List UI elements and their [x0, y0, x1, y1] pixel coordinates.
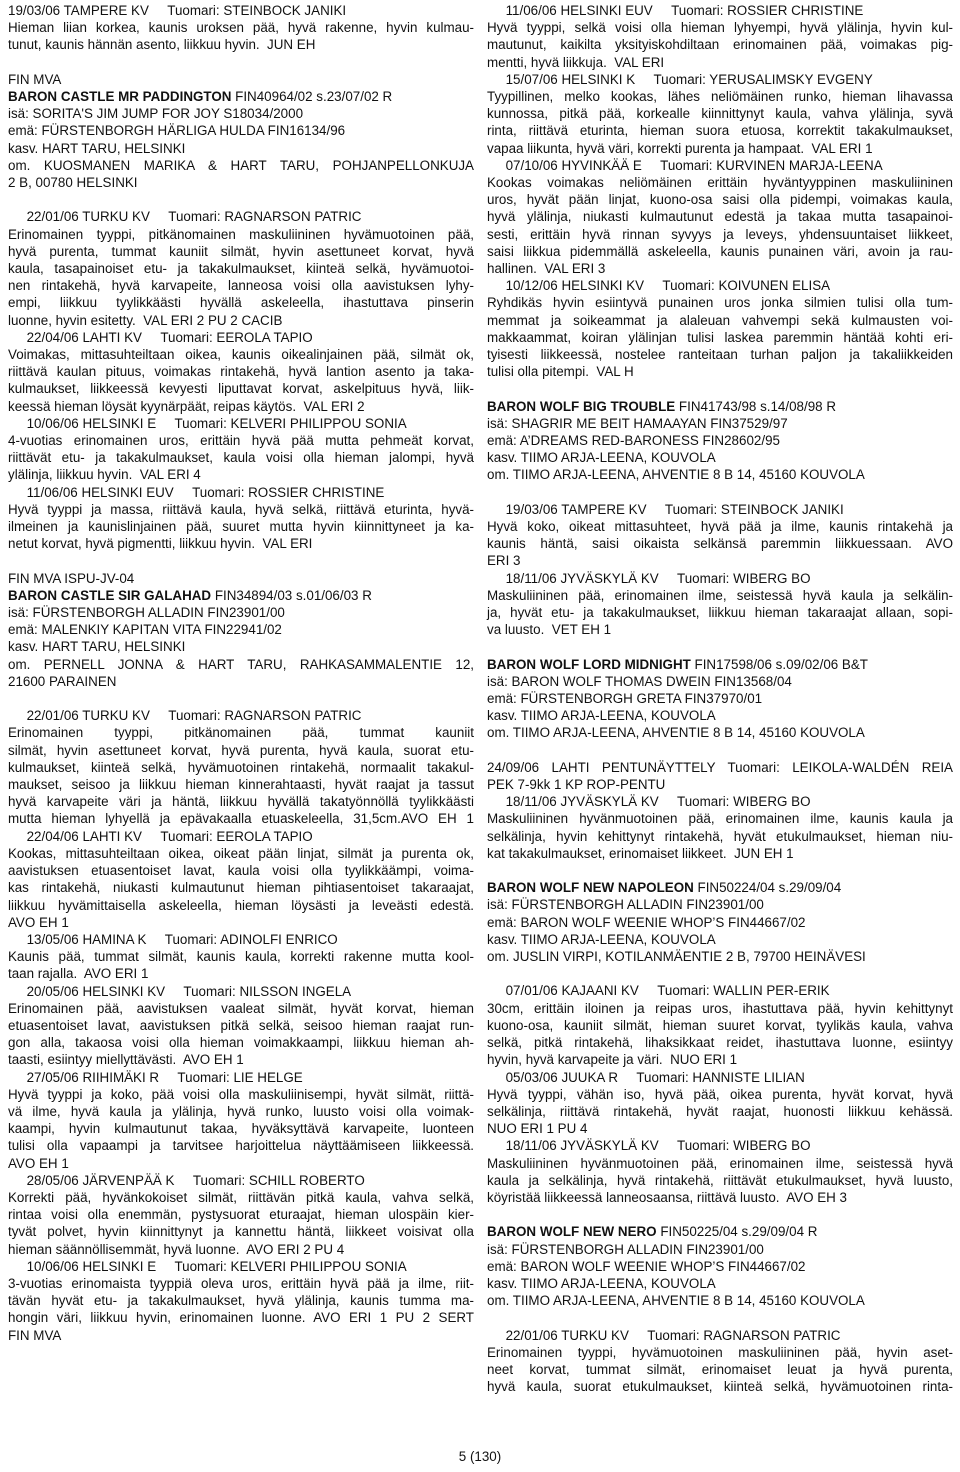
dog-name: BARON WOLF NEW NAPOLEON — [487, 880, 694, 896]
text-line: silmät, hyvin asettuneet korvat, hyvä purenta, hyvä kaula, suorat etu- — [8, 742, 474, 758]
dog-name: BARON CASTLE MR PADDINGTON — [8, 89, 232, 104]
text-line: FIN MVA — [8, 1327, 62, 1343]
paragraph-gap — [8, 54, 474, 71]
left-column — [8, 2, 474, 1344]
text-line: köyristää liikkeessä lanneosaansa, riittävä luusto. AVO EH 3 — [487, 1189, 847, 1205]
text-line: nen rintakehä, hyvä karvapeite, lanneosa voisi olla aavistuksen lyhy- — [8, 278, 474, 294]
text-line: tävän hyvät etu- ja takakulmaukset, hyvä ylälinja, kaunis tumma ma- — [8, 1293, 474, 1309]
text-line: ylälinja, liikkuu hyvin. VAL ERI 4 — [8, 467, 201, 483]
text-line: Kookas, mittasuhteiltaan oikea, oikeat pään linjat, silmät ja purenta ok, — [8, 845, 474, 861]
text-line: isä: BARON WOLF THOMAS DWEIN FIN13568/04 — [487, 673, 792, 689]
text-line: keessä hieman löysät kyynärpäät, reipas käytös. VAL ERI 2 — [8, 398, 365, 414]
registration-info: FIN17598/06 s.09/02/06 B&T — [690, 656, 868, 672]
paragraph-gap — [487, 965, 953, 982]
text-line: 2 B, 00780 HELSINKI — [8, 175, 138, 191]
text-line: kasv. HART TARU, HELSINKI — [8, 639, 186, 655]
text-line: hallinen. VAL ERI 3 — [487, 261, 606, 277]
dog-name-line — [487, 656, 953, 673]
text-line: Hyvä koko, oikeat mittasuhteet, hyvä pää ja ilme, kaunis rintakehä ja — [487, 519, 953, 535]
text-line: rintaa voisi olla enemmän, pystysuorat eturaajat, hieman ulospäin kier- — [8, 1207, 474, 1223]
text-line: Erinomainen tyyppi, pitkänomainen maskuliininen hyvämuotoinen pää, — [8, 226, 474, 242]
text-line: kaunis häntä, saisi oikaista selkänsä paremmin liikkuessaan. AVO — [487, 536, 953, 552]
text-line: 15/07/06 HELSINKI K Tuomari: YERUSALIMSKY EVGENY — [487, 71, 873, 87]
text-line: aavistuksen etuasentoiset lavat, kaula voisi olla tyylikkäämpi, voima- — [8, 863, 474, 879]
text-line: 24/09/06 LAHTI PENTUNÄYTTELY Tuomari: LEIKOLA-WALDÉN REIA — [487, 759, 953, 775]
paragraph-gap — [8, 552, 474, 569]
text-line: 10/12/06 HELSINKI KV Tuomari: KOIVUNEN ELISA — [487, 278, 831, 294]
text-line: 3-vuotias erinomaista tyyppiä oleva uros, erittäin hyvä pää ja ilme, riit- — [8, 1275, 474, 1291]
text-line: rinta, riittävä eturinta, hieman suora etuosa, korrektit takakulmaukset, — [487, 123, 953, 139]
text-line: 11/06/06 HELSINKI EUV Tuomari: ROSSIER CHRISTINE — [487, 3, 864, 18]
text-line: 22/01/06 TURKU KV Tuomari: RAGNARSON PATRIC — [8, 209, 362, 225]
text-line: sesti, erittäin hyvä rinnan syvyys ja leveys, yhdensuuntaiset liikkeet, — [487, 226, 953, 242]
text-line: FIN MVA — [8, 71, 62, 87]
paragraph-gap — [487, 742, 953, 759]
text-line: om. JUSLIN VIRPI, KOTILANMÄENTIE 2 B, 79700 HEINÄVESI — [487, 949, 866, 965]
text-line: kulmaukset, kiinteä selkä, hyvämuotoinen rintakehä, normaalit takakul- — [8, 759, 474, 775]
text-line: 11/06/06 HELSINKI EUV Tuomari: ROSSIER CHRISTINE — [8, 484, 385, 500]
text-line: tyisesti liikkeessä, nostelee ranteitaan turhan paljon ja takaliikkeiden — [487, 347, 953, 363]
dog-name: BARON CASTLE SIR GALAHAD — [8, 587, 212, 603]
text-line: ilmeinen ja kaunislinjainen pää, suuret mutta hyvin kiinnittyneet ja ka- — [8, 519, 474, 535]
text-line: Kookas voimakas neliömäinen erittäin hyväntyyppinen maskuliininen — [487, 175, 953, 191]
text-line: Kaunis pää, tummat silmät, kaunis kaula, korrekti rakenne mutta kool- — [8, 949, 474, 965]
text-line: kaula ja selkälinja, hyvä rintakehä, riittävät etukulmaukset, hyvä luusto, — [487, 1172, 953, 1188]
text-line: emä: BARON WOLF WEENIE WHOP’S FIN44667/02 — [487, 1258, 806, 1274]
text-line: kulmaukset, liikkeessä kevyesti liputtavat korvat, askelpituus hyvä, liik- — [8, 381, 474, 397]
text-line: 27/05/06 RIIHIMÄKI R Tuomari: LIE HELGE — [8, 1069, 303, 1085]
registration-info: FIN34894/03 s.01/06/03 R — [211, 587, 372, 603]
text-line: netut korvat, hyvä pigmentti, liikkuu hyvin. VAL ERI — [8, 536, 313, 552]
paragraph-gap — [487, 862, 953, 879]
text-line: taan rajalla. AVO ERI 1 — [8, 966, 149, 982]
text-line: om. PERNELL JONNA & HART TARU, RAHKASAMMALENTIE 12, — [8, 656, 474, 672]
text-line: Hyvä tyyppi ja koko, pää voisi olla maskuliinisempi, hyvät silmät, riittä- — [8, 1086, 474, 1102]
text-line: mutta hieman lyhyellä ja epävakaalla etuaskeleella, 31,5cm.AVO EH 1 — [8, 811, 474, 827]
text-line: om. TIIMO ARJA-LEENA, AHVENTIE 8 B 14, 45160 KOUVOLA — [487, 467, 865, 483]
text-line: AVO EH 1 — [8, 914, 69, 930]
right-column — [487, 2, 953, 1395]
text-line: maukset, seisoo ja liikkuu hieman kinnerahtaasti, hyvät raajat ja tassut — [8, 777, 474, 793]
paragraph-gap — [8, 191, 474, 208]
paragraph-gap — [487, 1309, 953, 1326]
text-line: riittävät etu- ja takakulmaukset, kaula voisi olla hieman jalompi, hyvä — [8, 450, 474, 466]
text-line: kasv. TIIMO ARJA-LEENA, KOUVOLA — [487, 1275, 716, 1291]
text-line: ja, hyvät etu- ja takakulmaukset, liikkuu hieman takaraajat allaan, sopi- — [487, 605, 953, 621]
text-line: 30cm, erittäin iloinen ja reipas uros, ihastuttava pää, hyvin kehittynyt — [487, 1000, 953, 1016]
text-line: Hyvä tyyppi ja massa, riittävä kaula, hyvä selkä, riittävä eturinta, hyvä- — [8, 501, 474, 517]
text-line: 22/04/06 LAHTI KV Tuomari: EEROLA TAPIO — [8, 828, 313, 844]
text-line: isä: FÜRSTENBORGH ALLADIN FIN23901/00 — [487, 1241, 764, 1257]
text-line: taasti, esiintyy miellyttävästi. AVO EH 1 — [8, 1052, 244, 1068]
text-line: 18/11/06 JYVÄSKYLÄ KV Tuomari: WIBERG BO — [487, 794, 811, 810]
registration-info: FIN50224/04 s.29/09/04 — [693, 880, 842, 896]
text-line: Hieman liian korkea, kaunis uroksen pää, hyvä rakenne, hyvin kulmau- — [8, 20, 474, 36]
text-line: emä: A’DREAMS RED-BARONESS FIN28602/95 — [487, 433, 780, 449]
text-line: 18/11/06 JYVÄSKYLÄ KV Tuomari: WIBERG BO — [487, 570, 811, 586]
paragraph-gap — [487, 1206, 953, 1223]
paragraph-gap — [487, 484, 953, 501]
text-line: tyvät polvet, hyvin kiinnittynyt ja kannettu häntä, liikkeet voisivat olla — [8, 1224, 474, 1240]
text-line: emä: FÜRSTENBORGH GRETA FIN37970/01 — [487, 691, 763, 707]
text-line: AVO EH 1 — [8, 1155, 69, 1171]
text-line: 07/01/06 KAJAANI KV Tuomari: WALLIN PER-ERIK — [487, 983, 830, 999]
dog-name-line — [487, 1223, 953, 1240]
text-line: gon alla, takaosa voisi olla hieman voimakkaampi, liikkuu hieman ah- — [8, 1035, 474, 1051]
text-line: Voimakas, mittasuhteiltaan oikea, kaunis oikealinjainen pää, silmät ok, — [8, 347, 474, 363]
text-line: 13/05/06 HAMINA K Tuomari: ADINOLFI ENRICO — [8, 931, 338, 947]
dog-name-line — [8, 88, 474, 105]
text-line: luonne, hyvin esitetty. VAL ERI 2 PU 2 CACIB — [8, 312, 283, 328]
dog-name: BARON WOLF LORD MIDNIGHT — [487, 656, 691, 672]
text-line: hongin väri, liikkuu hyvin, erinomainen luonne. AVO ERI 1 PU 2 SERT — [8, 1310, 474, 1326]
text-line: Maskuliininen hyvänmuotoinen pää, erinomainen ilme, kaunis kaula ja — [487, 811, 953, 827]
text-line: 07/10/06 HYVINKÄÄ E Tuomari: KURVINEN MARJA-LEENA — [487, 157, 883, 173]
text-line: Maskuliininen hyvänmuotoinen pää, erinomainen ilme, seistessä hyvä — [487, 1155, 953, 1171]
text-line: emä: BARON WOLF WEENIE WHOP’S FIN44667/02 — [487, 914, 806, 930]
text-line: etuasentoiset lavat, aavistuksen pitkä selkä, seisoo hieman raajat run- — [8, 1017, 474, 1033]
paragraph-gap — [8, 690, 474, 707]
text-line: Maskuliininen pää, erinomainen ilme, seistessä hyvä kaula ja selkälin- — [487, 587, 953, 603]
text-line: isä: SORITA'S JIM JUMP FOR JOY S18034/2000 — [8, 106, 304, 122]
text-line: mautunut, kaikilta yksityiskohdiltaan erinomainen pää, voimakas pig- — [487, 37, 953, 53]
text-line: isä: FÜRSTENBORGH ALLADIN FIN23901/00 — [8, 605, 285, 621]
text-line: kunnossa, pitkä pää, korkealle kiinnittynyt kaula, vahva ylälinja, syvä — [487, 106, 953, 122]
text-line: selkälinja, hyvin kehittynyt rintakehä, hyvät etukulmaukset, hieman niu- — [487, 828, 953, 844]
paragraph-gap — [487, 638, 953, 655]
text-line: Korrekti pää, hyvänkokoiset silmät, riittävän pitkä kaula, vahva selkä, — [8, 1189, 474, 1205]
text-line: kat takakulmaukset, erinomaiset liikkeet. JUN EH 1 — [487, 845, 794, 861]
text-line: vapaa liikunta, hyvä väri, korrekti purenta ja hampaat. VAL ERI 1 — [487, 140, 873, 156]
text-line: PEK 7-9kk 1 KP ROP-PENTU — [487, 777, 666, 793]
text-line: emä: FÜRSTENBORGH HÄRLIGA HULDA FIN16134/96 — [8, 123, 346, 139]
dog-name-line — [487, 398, 953, 415]
text-line: 05/03/06 JUUKA R Tuomari: HANNISTE LILIAN — [487, 1069, 805, 1085]
registration-info: FIN40964/02 s.23/07/02 R — [231, 89, 393, 104]
registration-info: FIN41743/98 s.14/08/98 R — [675, 398, 836, 414]
text-line: memmat ja soikeammat ja alaleuan vahvempi sekä kulmausten voi- — [487, 312, 953, 328]
text-line: 21600 PARAINEN — [8, 673, 117, 689]
text-line: saisi liikkua pidemmällä askeleella, kaunis punainen väri, avoin ja rau- — [487, 243, 953, 259]
text-line: hyvä karvapeite väri ja häntä, liikkuu hyvällä takatyönnöllä tyylikkäästi — [8, 794, 474, 810]
text-line: hyvä purenta, tummat kauniit silmät, hyvin asettuneet korvat, hyvä — [8, 243, 474, 259]
text-line: 19/03/06 TAMPERE KV Tuomari: STEINBOCK JANIKI — [487, 501, 844, 517]
text-line: hyvä ylälinja, niukasti kulmautunut edestä ja takaa mutta tasapainoi- — [487, 209, 953, 225]
text-line: makkaammat, koiran ylälinjan tulisi laskea paremmin häntää kohti eri- — [487, 329, 953, 345]
text-line: 20/05/06 HELSINKI KV Tuomari: NILSSON INGELA — [8, 983, 352, 999]
text-line: 4-vuotias erinomainen uros, erittäin hyvä pää mutta pehmeät korvat, — [8, 433, 474, 449]
text-line: kasv. TIIMO ARJA-LEENA, KOUVOLA — [487, 708, 716, 724]
text-line: tunut, kaunis hännän asento, liikkuu hyvin. JUN EH — [8, 37, 316, 53]
text-line: kas rintakehä, niukasti kulmautunut hieman pihtiasentoiset takaraajat, — [8, 880, 474, 896]
text-line: kuono-osa, kauniit silmät, hieman suuret korvat, tyylikäs kaula, vahva — [487, 1017, 953, 1033]
text-line: neet korvat, tummat silmät, erinomaiset leuat ja hyvä purenta, — [487, 1361, 953, 1377]
text-line: emä: MALENKIY KAPITAN VITA FIN22941/02 — [8, 622, 282, 638]
text-line: Erinomainen pää, aavistuksen vaaleat silmät, hyvät korvat, hieman — [8, 1000, 474, 1016]
text-line: 22/01/06 TURKU KV Tuomari: RAGNARSON PATRIC — [487, 1327, 841, 1343]
dog-name: BARON WOLF NEW NERO — [487, 1224, 657, 1240]
text-line: liikkuu hyvämittaisella askeleella, hieman löysästi ja leveästi edestä. — [8, 897, 474, 913]
text-line: Hyvä tyyppi, selkä voisi olla hieman lyhyempi, hyvä ylälinja, hyvin kul- — [487, 20, 953, 36]
text-line: ERI 3 — [487, 553, 521, 569]
text-line: Tyypillinen, melko kookas, lähes neliömäinen runko, hieman lihavassa — [487, 89, 953, 105]
text-line: om. KUOSMANEN MARIKA & HART TARU, POHJANPELLONKUJA — [8, 157, 474, 173]
text-line: om. TIIMO ARJA-LEENA, AHVENTIE 8 B 14, 45160 KOUVOLA — [487, 725, 865, 741]
text-line: empi, liikkuu tyylikkäästi hyvällä askeleella, ihastuttava pinserin — [8, 295, 474, 311]
text-line: mentti, hyvä liikkuja. VAL ERI — [487, 54, 665, 70]
text-line: vä ilme, hyvä kaula ja ylälinja, hyvä runko, luusto voisi olla voimak- — [8, 1103, 474, 1119]
text-line: hyvä kaula, suorat etukulmaukset, kiinteä selkä, hyvämuotoinen rinta- — [487, 1379, 953, 1395]
text-line: om. TIIMO ARJA-LEENA, AHVENTIE 8 B 14, 45160 KOUVOLA — [487, 1293, 865, 1309]
text-line: Erinomainen tyyppi, hyvämuotoinen maskuliininen pää, hyvin aset- — [487, 1344, 953, 1360]
text-line: isä: FÜRSTENBORGH ALLADIN FIN23901/00 — [487, 897, 764, 913]
text-line: tulisi olla pitempi. VAL H — [487, 364, 634, 380]
text-line: Ryhdikäs hyvin esiintyvä punainen uros jonka silmien tulisi olla tum- — [487, 295, 953, 311]
paragraph-gap — [487, 380, 953, 397]
text-line: kasv. TIIMO ARJA-LEENA, KOUVOLA — [487, 931, 716, 947]
text-line: 18/11/06 JYVÄSKYLÄ KV Tuomari: WIBERG BO — [487, 1138, 811, 1154]
page-number: 5 (130) — [458, 1449, 502, 1464]
text-line: 28/05/06 JÄRVENPÄÄ K Tuomari: SCHILL ROBERTO — [8, 1172, 365, 1188]
text-line: 19/03/06 TAMPERE KV Tuomari: STEINBOCK JANIKI — [8, 3, 347, 18]
text-line: Hyvä tyyppi, vähän iso, hyvä pää, oikea purenta, hyvät korvat, hyvä — [487, 1086, 953, 1102]
text-line: hyvin, hyvä karvapeite ja väri. NUO ERI 1 — [487, 1052, 738, 1068]
text-line: NUO ERI 1 PU 4 — [487, 1121, 588, 1137]
text-line: 22/04/06 LAHTI KV Tuomari: EEROLA TAPIO — [8, 329, 313, 345]
text-line: 22/01/06 TURKU KV Tuomari: RAGNARSON PATRIC — [8, 708, 362, 724]
text-line: kasv. TIIMO ARJA-LEENA, KOUVOLA — [487, 450, 716, 466]
text-line: kasv. HART TARU, HELSINKI — [8, 140, 186, 156]
text-line: selkä, pitkä rintakehä, lihaksikkaat reidet, ihastuttava luonne, esiintyy — [487, 1035, 953, 1051]
text-line: isä: SHAGRIR ME BEIT HAMAAYAN FIN37529/97 — [487, 415, 788, 431]
text-line: va luusto. VET EH 1 — [487, 622, 612, 638]
dog-name-line — [487, 879, 953, 896]
registration-info: FIN50225/04 s.29/09/04 R — [656, 1224, 818, 1240]
text-line: kaula, tasapainoiset etu- ja takakulmaukset, kiinteä selkä, hyvämuotoi- — [8, 261, 474, 277]
text-line: FIN MVA ISPU-JV-04 — [8, 570, 135, 586]
text-line: 10/06/06 HELSINKI E Tuomari: KELVERI PHILIPPOU SONIA — [8, 415, 407, 431]
dog-name: BARON WOLF BIG TROUBLE — [487, 398, 676, 414]
text-line: selkälinja, riittävä rintakehä, hyvät raajat, huonosti liikkuu kehässä. — [487, 1103, 953, 1119]
text-line: tulisi olla vapaampi ja tarvitsee harjoittelua näyttäämiseen liikkeessä. — [8, 1138, 474, 1154]
text-line: riittävä kaulan pituus, voimakas rintakehä, hyvä lantion asento ja taka- — [8, 364, 474, 380]
text-line: kaampi, hyvin kulmautunut takaa, hyväksyttävä karvapeite, luonteen — [8, 1121, 474, 1137]
dog-name-line — [8, 587, 474, 604]
text-line: 10/06/06 HELSINKI E Tuomari: KELVERI PHILIPPOU SONIA — [8, 1258, 407, 1274]
text-line: Erinomainen tyyppi, pitkänomainen pää, tummat kauniit — [8, 725, 474, 741]
text-line: hieman säännöllisemmät, hyvä luonne. AVO ERI 2 PU 4 — [8, 1241, 345, 1257]
text-line: uros, hyvät pään linjat, kuono-osa saisi olla pidempi, voimakas kaula, — [487, 192, 953, 208]
